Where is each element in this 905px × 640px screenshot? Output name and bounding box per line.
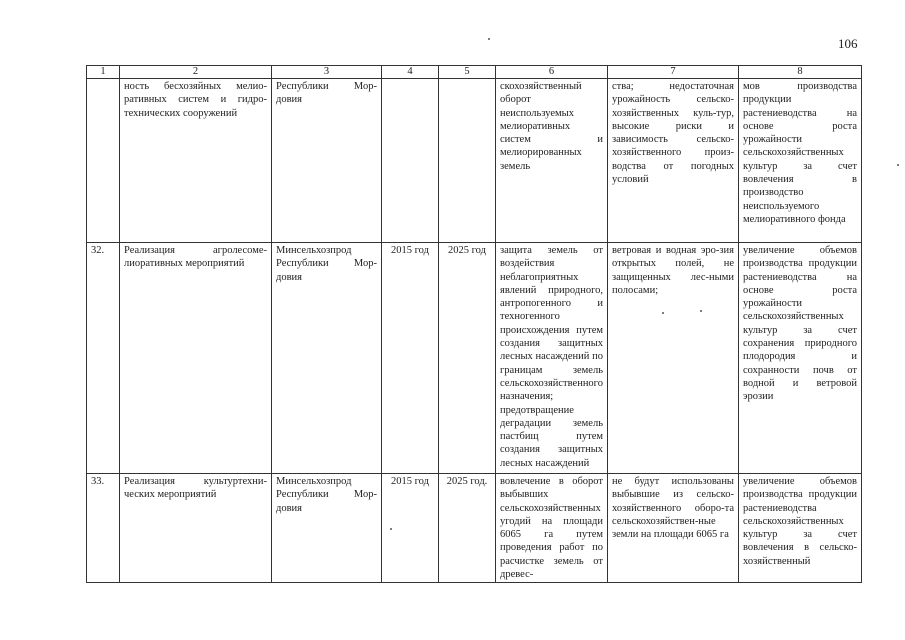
measure-name: ность бесхозяйных мелио-ративных систем и гидро-технических сооружений [120, 79, 272, 243]
scan-speck [390, 528, 392, 530]
row-number: 33. [87, 474, 120, 583]
indicator-link: увеличение объемов производства продукции растениеводства сельскохозяйственных культур за счет вовлечения в сельско-хозяйственный [739, 474, 862, 583]
start-year: 2015 год [382, 243, 439, 474]
header-cell: 2 [120, 66, 272, 79]
consequence: ства; недостаточная урожайность сельско-хозяйственных куль-тур, высокие риски и зависимость сельско-хозяйственного произ-водства от погодных условий [608, 79, 739, 243]
end-year: 2025 год [439, 243, 496, 474]
start-year: 2015 год [382, 474, 439, 583]
indicator-link: увеличение объемов производства продукции растениеводства на основе роста урожайности сельскохозяйственных культур за счет сохранения природного плодородия и сохранности почв от водной и ветровой эрозии [739, 243, 862, 474]
scan-speck [897, 164, 899, 166]
scan-speck [662, 312, 664, 314]
start-year [382, 79, 439, 243]
indicator-link: мов производства продукции растениеводства на основе роста урожайности сельскохозяйственных культур за счет вовлечения в производство неиспользуемого мелиоративного фонда [739, 79, 862, 243]
consequence: не будут использованы выбывшие из сельско-хозяйственного оборо-та сельскохозяйствен-ные земли на площади 6065 га [608, 474, 739, 583]
expected-result: защита земель от воздействия неблагоприятных явлений природного, антропогенного и техногенного происхождения путем создания защитных лесных насаждений по границам земель сельскохозяйственного назначения; предотвращение деградации земель пастбищ путем создания защитных лесных насаждений [496, 243, 608, 474]
executor: Минсельхозпрод Республики Мор-довия [272, 474, 382, 583]
program-table [86, 65, 862, 583]
header-cell: 7 [608, 66, 739, 79]
row-number [87, 79, 120, 243]
page-number: 106 [838, 36, 858, 51]
measure-name: Реализация культуртехни-ческих мероприятий [120, 474, 272, 583]
table-row [87, 474, 862, 583]
header-cell: 5 [439, 66, 496, 79]
row-number: 32. [87, 243, 120, 474]
table-row [87, 79, 862, 243]
consequence: ветровая и водная эро-зия открытых полей, не защищенных лес-ными полосами; [608, 243, 739, 474]
executor: Республики Мор-довия [272, 79, 382, 243]
executor: Минсельхозпрод Республики Мор-довия [272, 243, 382, 474]
expected-result: вовлечение в оборот выбывших сельскохозяйственных угодий на площади 6065 га путем проведения работ по расчистке земель от древес- [496, 474, 608, 583]
end-year: 2025 год. [439, 474, 496, 583]
header-row [87, 66, 862, 79]
measure-name: Реализация агролесоме-лиоративных мероприятий [120, 243, 272, 474]
scan-speck [700, 310, 702, 312]
header-cell: 4 [382, 66, 439, 79]
expected-result: скохозяйственный оборот неиспользуемых мелиоративных систем и мелиорированных земель [496, 79, 608, 243]
table-row [87, 243, 862, 474]
header-cell: 8 [739, 66, 862, 79]
end-year [439, 79, 496, 243]
header-cell: 1 [87, 66, 120, 79]
scan-speck [488, 38, 490, 40]
header-cell: 6 [496, 66, 608, 79]
header-cell: 3 [272, 66, 382, 79]
